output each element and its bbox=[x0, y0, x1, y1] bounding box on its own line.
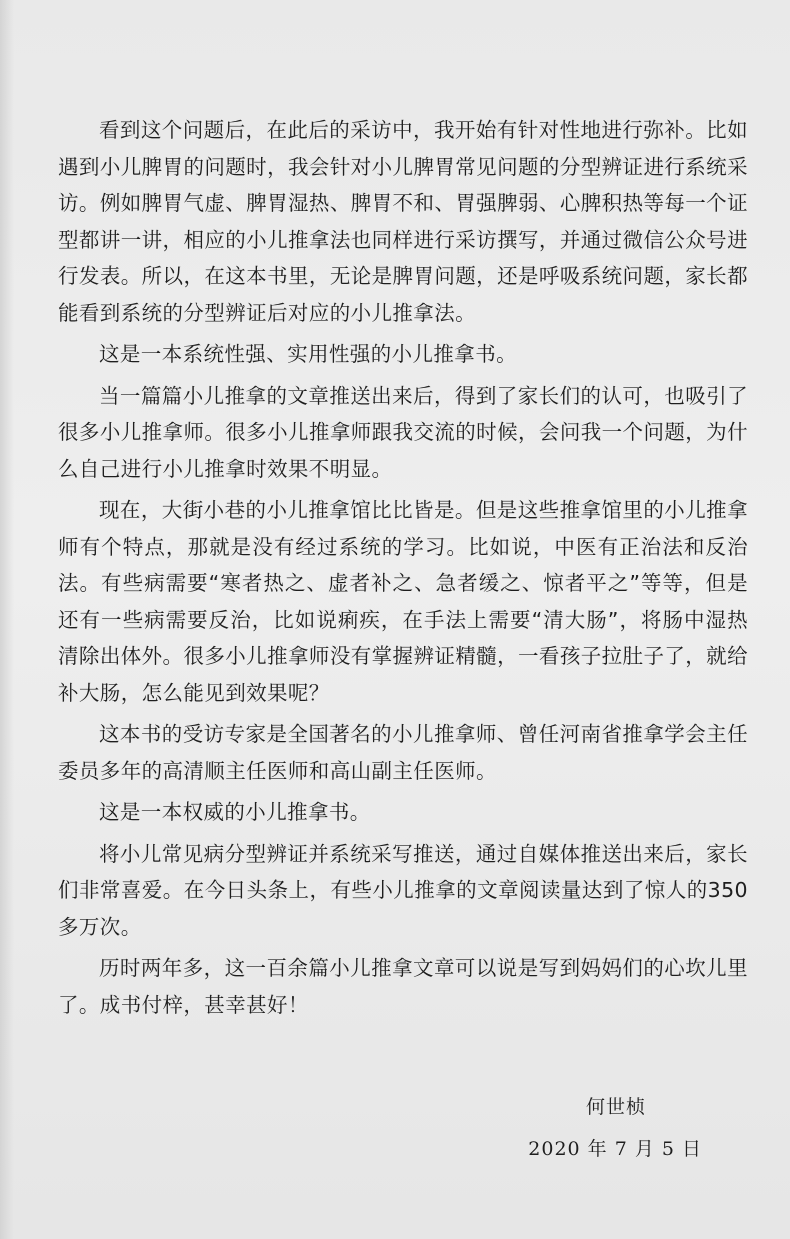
paragraph-7: 将小儿常见病分型辨证并系统采写推送，通过自媒体推送出来后，家长们非常喜爱。在今日头条上，有些小儿推拿的文章阅读量达到了惊人的350多万次。 bbox=[58, 841, 748, 939]
paragraph-4: 现在，大街小巷的小儿推拿馆比比皆是。但是这些推拿馆里的小儿推拿师有个特点，那就是没有经过系统的学习。比如说，中医有正治法和反治法。有些病需要“寒者热之、虚者补之、急者缓之、惊者平之”等等，但是还有一些病需要反治，比如说痢疾，在手法上需要“清大肠”，将肠中湿热清除出体外。很多小儿推拿师没有掌握辨证精髓，一看孩子拉肚子了，就给补大肠，怎么能见到效果呢？ bbox=[58, 498, 748, 705]
paragraph-5: 这本书的受访专家是全国著名的小儿推拿师、曾任河南省推拿学会主任委员多年的高清顺主任医师和高山副主任医师。 bbox=[58, 722, 748, 783]
paragraph-8: 历时两年多，这一百余篇小儿推拿文章可以说是写到妈妈们的心坎儿里了。成书付梓，甚幸甚好！ bbox=[58, 956, 748, 1017]
paragraph-1: 看到这个问题后，在此后的采访中，我开始有针对性地进行弥补。比如遇到小儿脾胃的问题时，我会针对小儿脾胃常见问题的分型辨证进行系统采访。例如脾胃气虚、脾胃湿热、脾胃不和、胃强脾弱、心脾积热等每一个证型都讲一讲，相应的小儿推拿法也同样进行采访撰写，并通过微信公众号进行发表。所以，在这本书里，无论是脾胃问题，还是呼吸系统问题，家长都能看到系统的分型辨证后对应的小儿推拿法。 bbox=[58, 118, 748, 325]
preface-body bbox=[58, 112, 748, 1023]
signature-date: 2020 年 7 月 5 日 bbox=[528, 1138, 702, 1160]
signature-author: 何世桢 bbox=[585, 1096, 646, 1118]
paragraph-2: 这是一本系统性强、实用性强的小儿推拿书。 bbox=[99, 342, 517, 366]
paragraph-6: 这是一本权威的小儿推拿书。 bbox=[99, 800, 371, 824]
page-gutter-shadow bbox=[0, 0, 14, 1239]
paragraph-3: 当一篇篇小儿推拿的文章推送出来后，得到了家长们的认可，也吸引了很多小儿推拿师。很多小儿推拿师跟我交流的时候，会问我一个问题，为什么自己进行小儿推拿时效果不明显。 bbox=[58, 383, 748, 481]
